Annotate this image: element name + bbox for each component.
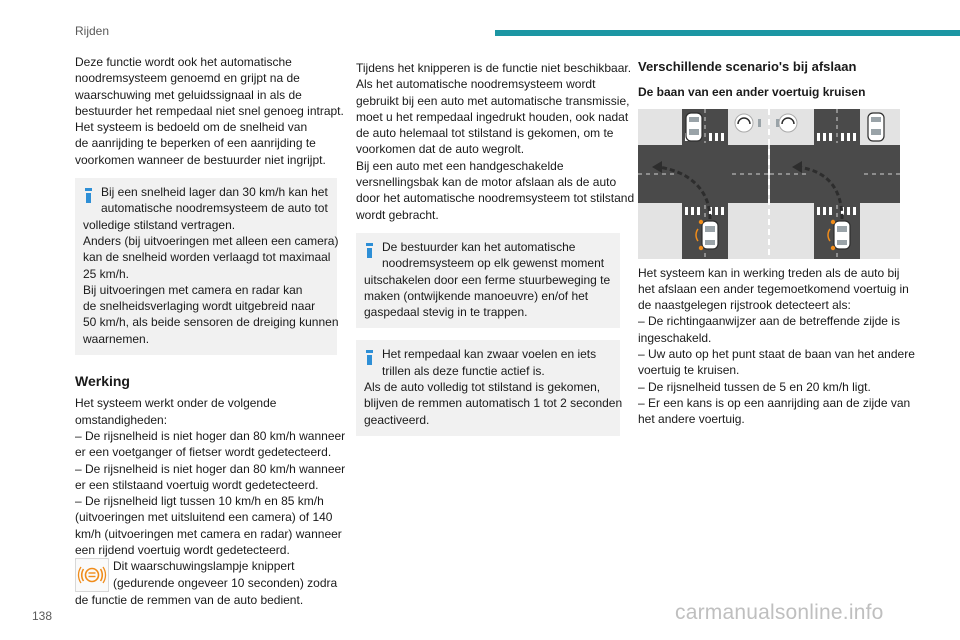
body-line: een rijdend voertuig wordt gedetecteerd. — [75, 543, 290, 558]
page-number: 138 — [32, 609, 53, 623]
body-line: Tijdens het knipperen is de functie niet beschikbaar. — [356, 61, 632, 75]
body-line: voorkomen dat de auto wegrolt. — [356, 142, 525, 157]
info-line: automatische noodremsysteem de auto tot — [101, 201, 328, 216]
column-left — [75, 54, 346, 609]
body-line: – De rijsnelheid ligt tussen 10 km/h en 85 km/h — [75, 494, 324, 509]
scenario-text — [638, 265, 915, 428]
body-line: moet u het rempedaal ingedrukt houden, ook nadat — [356, 109, 629, 124]
body-line: Het systeem werkt onder de volgende — [75, 396, 277, 411]
body-line: wordt gebracht. — [356, 207, 439, 222]
column-right — [638, 54, 915, 428]
body-line: omstandigheden: — [75, 412, 168, 427]
intersection-illustration — [638, 109, 900, 259]
body-line: Deze functie wordt ook het automatische — [75, 55, 292, 69]
body-line: Het systeem kan in werking treden als de auto bij — [638, 265, 900, 280]
body-line: gebruikt bij een auto met automatische transmissie, — [356, 93, 630, 108]
info-line: waarnemen. — [83, 331, 150, 346]
body-line: door het automatische noodremsysteem tot stilstand — [356, 191, 635, 206]
info-line: gaspedaal stevig in te trappen. — [364, 305, 528, 320]
body-line: er een stilstaand voertuig wordt gedetecteerd. — [75, 477, 319, 492]
info-box — [75, 178, 337, 355]
info-icon — [84, 188, 93, 203]
emergency-braking-warning-icon — [75, 558, 109, 592]
subheading-baan-kruisen: De baan van een ander voertuig kruisen — [638, 85, 866, 100]
body-line: voorkomen wanneer de bestuurder niet ingrijpt. — [75, 152, 326, 167]
body-line: voertuig te kruisen. — [638, 363, 740, 378]
body-line: Dit waarschuwingslampje knippert — [113, 559, 295, 574]
info-line: geactiveerd. — [364, 412, 430, 427]
info-line: de snelheidsverlaging wordt uitgebreid naar — [83, 299, 316, 314]
column-middle — [356, 60, 635, 436]
info-line: uitschakelen door een ferme stuurbeweging te — [364, 272, 611, 287]
info-line: noodremsysteem op elk gewenst moment — [382, 256, 605, 271]
body-line: – De richtingaanwijzer aan de betreffende zijde is — [638, 314, 900, 329]
body-line: km/h (uitvoeringen met camera en radar) wanneer — [75, 526, 342, 541]
body-line: de auto helemaal tot stilstand is gekomen, om te — [356, 126, 614, 141]
info-line: blijven de remmen automatisch 1 tot 2 seconden — [364, 396, 623, 411]
body-line: – Er een kans is op een aanrijding aan de zijde van — [638, 395, 911, 410]
body-line: de functie de remmen van de auto bedient. — [75, 593, 304, 608]
body-line: het andere voertuig. — [638, 412, 745, 427]
info-line: Het rempedaal kan zwaar voelen en iets — [382, 347, 597, 362]
body-line: er een voetganger of fietser wordt gedetecteerd. — [75, 445, 332, 460]
info-line: volledige stilstand vertragen. — [83, 217, 236, 232]
info-line: De bestuurder kan het automatische — [382, 239, 576, 254]
body-line: – De rijsnelheid is niet hoger dan 80 km/h wanneer — [75, 461, 346, 476]
header-accent-bar — [495, 30, 960, 36]
info-line: Bij uitvoeringen met camera en radar kan — [83, 282, 303, 297]
body-line: bestuurder het rempedaal niet snel genoeg intrapt. — [75, 103, 344, 118]
info-line: Bij een snelheid lager dan 30 km/h kan het — [101, 185, 328, 200]
info-line: Anders (bij uitvoeringen met alleen een camera) — [83, 233, 339, 248]
info-icon — [365, 243, 374, 258]
body-line: het afslaan een ander tegemoetkomend voertuig in — [638, 281, 909, 296]
body-line: (uitvoeringen met uitsluitend een camera) of 140 — [75, 510, 333, 525]
info-line: kan de snelheid worden verlaagd tot maximaal — [83, 250, 331, 265]
info-line: Als de auto volledig tot stilstand is gekomen, — [364, 380, 601, 395]
section-heading-afslaan: Verschillende scenario's bij afslaan — [638, 59, 857, 74]
warning-lamp-row — [75, 558, 337, 592]
body-line: – De rijsnelheid tussen de 5 en 20 km/h ligt. — [638, 379, 871, 394]
info-box — [356, 340, 623, 435]
body-line: versnellingsbak kan de motor afslaan als de auto — [356, 175, 617, 190]
info-line: maken (ontwijkende manoeuvre) en/of het — [364, 288, 589, 303]
page-header-section: Rijden — [75, 24, 110, 38]
body-line: Het systeem is bedoeld om de snelheid van — [75, 120, 308, 135]
info-icon — [365, 350, 374, 365]
body-line: Bij een auto met een handgeschakelde — [356, 158, 564, 173]
info-line: 50 km/h, als beide sensoren de dreiging kunnen — [83, 315, 339, 330]
info-line: 25 km/h. — [83, 266, 130, 281]
body-line: noodremsysteem genoemd en grijpt na de — [75, 71, 300, 86]
watermark: carmanualsonline.info — [675, 601, 884, 624]
body-line: Als het automatische noodremsysteem wordt — [356, 77, 596, 92]
body-line: de aanrijding te beperken of een aanrijding te — [75, 136, 316, 151]
body-line: waarschuwing met geluidssignaal in als de — [75, 87, 302, 102]
section-heading-werking: Werking — [75, 373, 130, 390]
body-line: – De rijsnelheid is niet hoger dan 80 km/h wanneer — [75, 428, 346, 443]
info-line: trillen als deze functie actief is. — [382, 363, 545, 378]
body-line: – Uw auto op het punt staat de baan van het andere — [638, 347, 915, 362]
body-line: ingeschakeld. — [638, 330, 712, 345]
body-line: (gedurende ongeveer 10 seconden) zodra — [113, 575, 338, 590]
info-box — [356, 233, 620, 328]
body-line: de naastgelegen rijstrook detecteert als: — [638, 298, 851, 313]
